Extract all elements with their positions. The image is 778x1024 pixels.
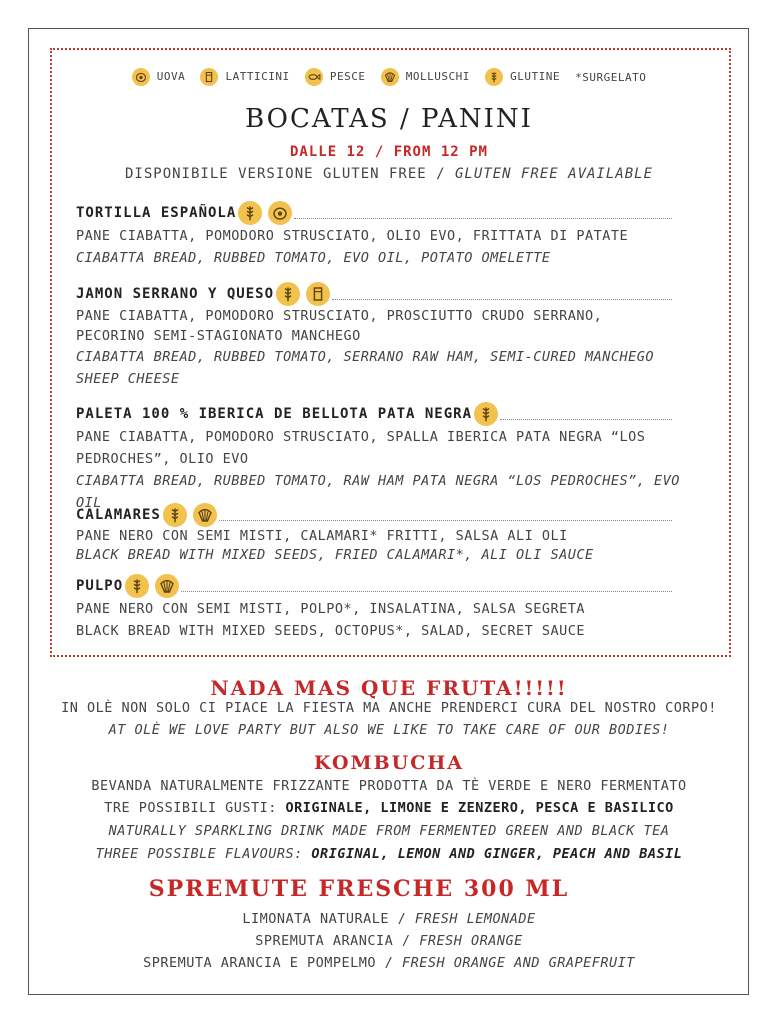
menu-item-tortilla	[76, 201, 686, 269]
item-desc-it: PANE NERO CON SEMI MISTI, POLPO*, INSALATINA, SALSA SEGRETA	[76, 601, 586, 617]
kombucha-desc-en: NATURALLY SPARKLING DRINK MADE FROM FERMENTED GREEN AND BLACK TEA	[108, 823, 670, 839]
item-name: PULPO	[76, 578, 124, 594]
item-desc-en: BLACK BREAD WITH MIXED SEEDS, OCTOPUS*, SALAD, SECRET SAUCE	[76, 623, 586, 639]
section-title-panini: BOCATAS / PANINI	[245, 104, 533, 134]
section-title-spremute: SPREMUTE FRESCHE 300 ML	[148, 876, 570, 902]
spremute-line-2: SPREMUTA ARANCIA / FRESH ORANGE	[255, 933, 523, 949]
kombucha-flavours-it: TRE POSSIBILI GUSTI: ORIGINALE, LIMONE E ZENZERO, PESCA E BASILICO	[104, 800, 674, 816]
legend-frozen: *SURGELATO	[575, 70, 647, 84]
menu-item-jamon-serrano	[76, 282, 686, 390]
wheat-icon	[485, 68, 503, 86]
item-desc-it: PANE CIABATTA, POMODORO STRUSCIATO, OLIO EVO, FRITTATA DI PATATE	[76, 228, 629, 244]
egg-icon	[268, 201, 292, 225]
item-name: CALAMARES	[76, 507, 161, 523]
wheat-icon	[474, 402, 498, 426]
legend-milk: LATTICINI	[200, 68, 289, 86]
item-desc-it: PANE CIABATTA, POMODORO STRUSCIATO, PROSCIUTTO CRUDO SERRANO,	[76, 308, 603, 324]
section-title-kombucha: KOMBUCHA	[313, 752, 465, 774]
spremute-line-3: SPREMUTA ARANCIA E POMPELMO / FRESH ORANGE AND GRAPEFRUIT	[143, 955, 635, 971]
wheat-icon	[163, 503, 187, 527]
item-desc-en: CIABATTA BREAD, RUBBED TOMATO, EVO OIL, POTATO OMELETTE	[76, 250, 551, 266]
wheat-icon	[276, 282, 300, 306]
item-desc-en: CIABATTA BREAD, RUBBED TOMATO, SERRANO RAW HAM, SEMI-CURED MANCHEGO	[76, 349, 655, 365]
spremute-line-1: LIMONATA NATURALE / FRESH LEMONADE	[242, 911, 536, 927]
shell-icon	[193, 503, 217, 527]
allergen-legend	[0, 68, 778, 86]
menu-item-calamares	[76, 503, 686, 565]
egg-icon	[132, 68, 150, 86]
item-desc-it: PANE CIABATTA, POMODORO STRUSCIATO, SPALLA IBERICA PATA NEGRA “LOS	[76, 429, 646, 445]
fish-icon	[305, 68, 323, 86]
legend-fish: PESCE	[305, 68, 366, 86]
wheat-icon	[125, 574, 149, 598]
item-name: PALETA 100 % IBERICA DE BELLOTA PATA NEGRA	[76, 406, 473, 422]
legend-egg: UOVA	[132, 68, 186, 86]
shell-icon	[381, 68, 399, 86]
item-desc-it-2: PEDROCHES”, OLIO EVO	[76, 451, 249, 467]
item-desc-en: BLACK BREAD WITH MIXED SEEDS, FRIED CALAMARI*, ALI OLI SAUCE	[76, 547, 594, 563]
menu-item-pulpo	[76, 574, 686, 642]
item-name: TORTILLA ESPAÑOLA	[76, 205, 237, 221]
legend-gluten: GLUTINE	[485, 68, 560, 86]
item-desc-it: PANE NERO CON SEMI MISTI, CALAMARI* FRITTI, SALSA ALI OLI	[76, 528, 568, 544]
milk-icon	[306, 282, 330, 306]
kombucha-flavours-en: THREE POSSIBLE FLAVOURS: ORIGINAL, LEMON AND GINGER, PEACH AND BASIL	[95, 846, 683, 862]
serving-hours: DALLE 12 / FROM 12 PM	[289, 144, 488, 160]
kombucha-desc-it: BEVANDA NATURALMENTE FRIZZANTE PRODOTTA DA TÈ VERDE E NERO FERMENTATO	[91, 778, 687, 794]
item-desc-en: CIABATTA BREAD, RUBBED TOMATO, RAW HAM PATA NEGRA “LOS PEDROCHES”, EVO OIL	[76, 473, 680, 511]
fruta-line-en: AT OLÈ WE LOVE PARTY BUT ALSO WE LIKE TO TAKE CARE OF OUR BODIES!	[108, 722, 670, 738]
section-title-fruta: NADA MAS QUE FRUTA!!!!!	[210, 676, 568, 700]
item-desc-it-2: PECORINO SEMI-STAGIONATO MANCHEGO	[76, 328, 361, 344]
legend-shell: MOLLUSCHI	[381, 68, 470, 86]
menu-item-paleta-iberica	[76, 402, 686, 514]
wheat-icon	[238, 201, 262, 225]
shell-icon	[155, 574, 179, 598]
gluten-free-note: DISPONIBILE VERSIONE GLUTEN FREE / GLUTEN FREE AVAILABLE	[124, 166, 654, 182]
milk-icon	[200, 68, 218, 86]
item-desc-en-2: SHEEP CHEESE	[76, 371, 180, 387]
item-name: JAMON SERRANO Y QUESO	[76, 286, 275, 302]
fruta-line-it: IN OLÈ NON SOLO CI PIACE LA FIESTA MA ANCHE PRENDERCI CURA DEL NOSTRO CORPO!	[61, 700, 717, 716]
